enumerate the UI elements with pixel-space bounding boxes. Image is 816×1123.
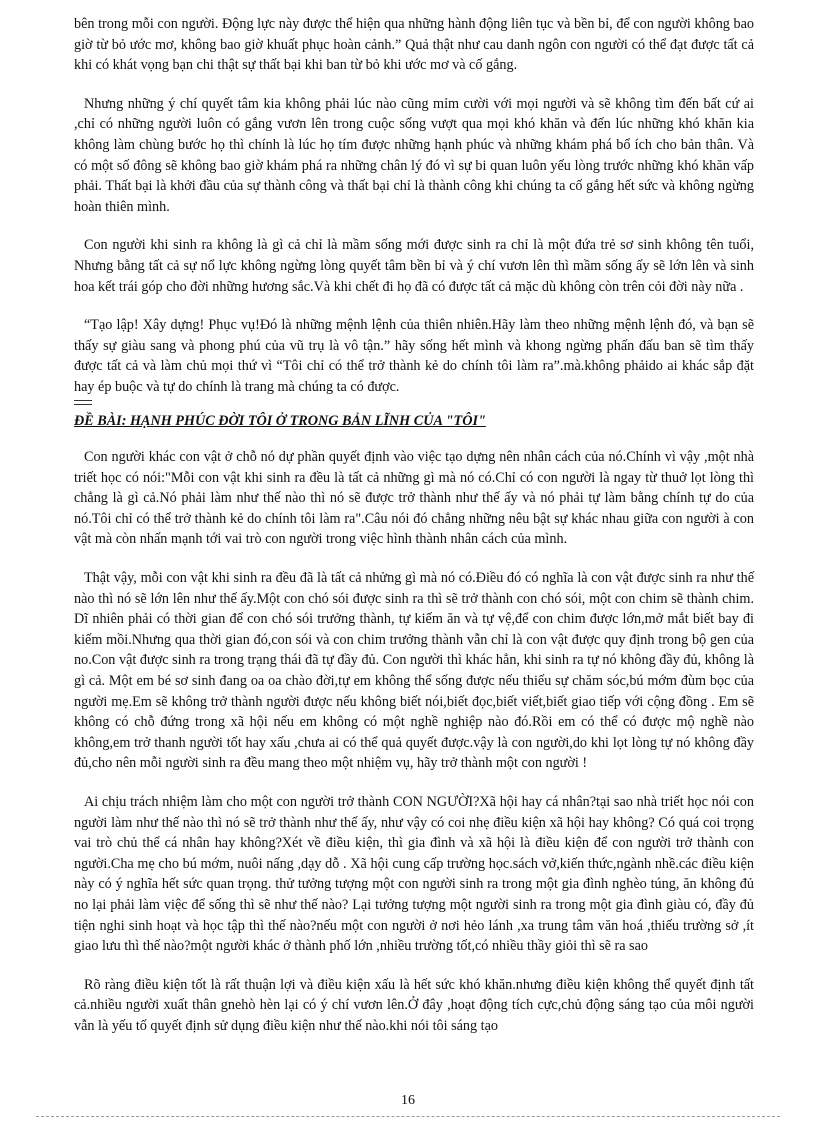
paragraph: “Tạo lập! Xây dựng! Phục vụ!Đó là những mệnh lệnh của thiên nhiên.Hãy làm theo những mệnh lệnh đó, và bạn sẽ thấy sự giàu sang và phong phú của vũ trụ là vô tận.” hãy sống hết mình và khong ngừng phấn đấu ban sẽ tìm thấy được tất cả và làm chủ mọi thứ vì “Tôi chỉ có thể trở thành kẻ do chính tôi làm ra”.mà.không phảido ai khác sắp đặt hay ép buộc và tự do chính là trang mà chúng ta có được. bbox=[74, 317, 754, 395]
paragraph: Con người khi sinh ra không là gì cả chỉ là mầm sống mới được sinh ra chỉ là một đứa trẻ sơ sinh không tên tuổi, Nhưng bằng tất cả sự nổ lực không ngừng lòng quyết tâm bền bỉ và ý chí vươn lên thì mầm sống ấy sẽ lớn lên và sinh hoa kết trái góp cho đời những hương sắc.Và khi chết đi họ đã có được tất cả mặc dù không còn trên cỏi đời này nữa . bbox=[74, 237, 754, 295]
paragraph: Rõ ràng điều kiện tốt là rất thuận lợi và điều kiện xấu là hết sức khó khăn.nhưng điều kiện không thể quyết định tất cả.nhiều người xuất thân gnehò hèn lại có ý chí vươn lên.Ở đây ,hoạt động tích cực,chủ động sáng tạo của môi người vẫn là yếu tố quyết định sử dụng điều kiện như thế nào.khi nói tôi sáng tạo bbox=[74, 976, 754, 1034]
paragraph: Ai chịu trách nhiệm làm cho một con người trở thành CON NGƯỜI?Xã hội hay cá nhân?tại sao nhà triết học nói con người làm như thế nào thì nó sẽ trở thành như thế ấy, như vậy có coi nhẹ điều kiện xã hội hay không? Có quá coi trọng vai trò chủ thể cá nhân hay không?Xét về điều kiện, thì gia đình và xã hội là điều kiện để con người trở thành con người.Cha mẹ cho bú mớm, nuôi nấng ,dạy dỗ . Xã hội cung cấp trường học.sách vở,kiến thức,ngành nhề.các điều kiện này có ý nghĩa hết sức quan trọng. thử tưởng tượng một con người sinh ra trong một gia đình nghèo túng, ăn không đủ no lại phải làm việc để sống thì sẽ như thế nào? Lại tưởng tượng một người sinh ra trong một gia đình giàu có, đầy đủ tiện nghi sinh hoạt và học tập thì thế nào?nếu một con người ở nơi hẻo lánh ,xa trung tâm văn hoá ,thiếu trường sở ,ít giao lưu thì thế nào?một người khác ở thành phố lớn ,nhiều trường tốt,có nhiều thầy giỏi thì sẽ ra sao bbox=[74, 794, 754, 955]
paragraph-gap bbox=[74, 297, 754, 315]
paragraph-gap bbox=[74, 217, 754, 235]
paragraph: Nhưng những ý chí quyết tâm kia không phải lúc nào cũng mỉm cười với mọi người và sẽ không tìm đến bất cứ ai ,chỉ có những người luôn có gắng vươn lên trong cuộc sống vượt qua mọi khó khăn và đến lúc những khó khăn kia không làm chùng bước họ thì chính là lúc họ tím được những hạnh phúc và những khám phá bổ ích cho bản thân. Và có một số đông sẽ không bao giờ khám phá ra những chân lý đó vì sự bi quan luôn yếu lòng trước những khó khăn vấp phải. Thất bại là khởi đầu của sự thành công và thất bại chỉ là thành công khi chúng ta cố gắng hết sức và không ngừng hoàn thiên mình. bbox=[74, 95, 754, 215]
paragraph-gap bbox=[74, 774, 754, 792]
section-separator bbox=[74, 400, 92, 405]
paragraph: Thật vậy, mỗi con vật khi sinh ra đều đã là tất cả nhửng gì mà nó có.Điều đó có nghĩa là con vật được sinh ra như thế nào thì nó sẽ lớn lên như thế ấy.Một con chó sói được sinh ra thì sẽ trở thành con chó sói, một con chim sẽ thành chim. Dĩ nhiên phải có thời gian để con chó sói trưởng thành, tự kiếm ăn và tự vệ,để con chim được lớn,mở mắt biết bay đi kiếm mồi.Nhưng qua thời gian đó,con sói và con chim trưởng thành vẫn chỉ là con vật được quy định trong bộ gen của no.Con vật được sinh ra trong trạng thái đã tự đầy đủ. Con người thì khác hẳn, khi sinh ra tự nó không đầy đủ, không là gì cả. Một em bé sơ sinh đang oa oa chào đời,tự em không thể sống được nếu thiếu sự chăm sóc,bú mớm đùm bọc của người mẹ.Em sẽ không trở thành người được nếu không biết nói,biết đọc,biết viết,biết giao tiếp với cộng đồng . Em sẽ không có chỗ đứng trong xã hội nếu em không có một nghề nghiệp nào đó.Rồi em có thể có được mộ nghề nào không,em trở thanh người tốt hay xấu ,chưa ai có thể quả quyết được.vậy là con người,do khi lọt lòng tự nó không đầy đủ,cho nên mỗi người sinh ra đều mang theo một nhiệm vụ, hãy trở thành một con người ! bbox=[74, 570, 754, 772]
paragraph: bên trong mỗi con người. Động lực này được thể hiện qua những hành động liên tục và bền bỉ, để con người không bao giờ từ bỏ ước mơ, không bao giờ khuất phục hoàn cảnh.” Quả thật như cau danh ngôn con người có thể đạt được tất cả khi có khát vọng bạn chi thật sự thất bại khi ban từ bỏ khi ước mơ và cố gắng. bbox=[74, 16, 754, 74]
paragraph-gap bbox=[74, 550, 754, 568]
essay-heading: ĐỀ BÀI: HẠNH PHÚC ĐỜI TÔI Ở TRONG BẢN LĨNH CỦA "TÔI" bbox=[74, 412, 486, 429]
footer-rule bbox=[36, 1116, 780, 1117]
paragraph-gap bbox=[74, 957, 754, 975]
document-page bbox=[74, 14, 754, 1037]
paragraph-gap bbox=[74, 76, 754, 94]
paragraph: Con người khác con vật ở chỗ nó dự phần quyết định vào việc tạo dựng nên nhân cách của nó.Chính vì vậy ,một nhà triết học có nói:"Mỗi con vật khi sinh ra đều là tất cả những gì mà nó có.Chỉ có con người là ngay từ thuở lọt lòng thì chẳng là gì cả.Nó phải làm như thế nào thì nó sẽ được trở thành như thế ấy và nó phải tự làm bằng chính tự do của nó.Tôi chỉ có thể trở thành kẻ do chính tôi làm ra".Câu nói đó chẳng những nêu bật sự khác nhau giữa con người à con vật mà còn nhấn mạnh tới vai trò con người trong việc hình thành nhân cách của mình. bbox=[74, 449, 754, 548]
page-number: 16 bbox=[401, 1093, 415, 1108]
